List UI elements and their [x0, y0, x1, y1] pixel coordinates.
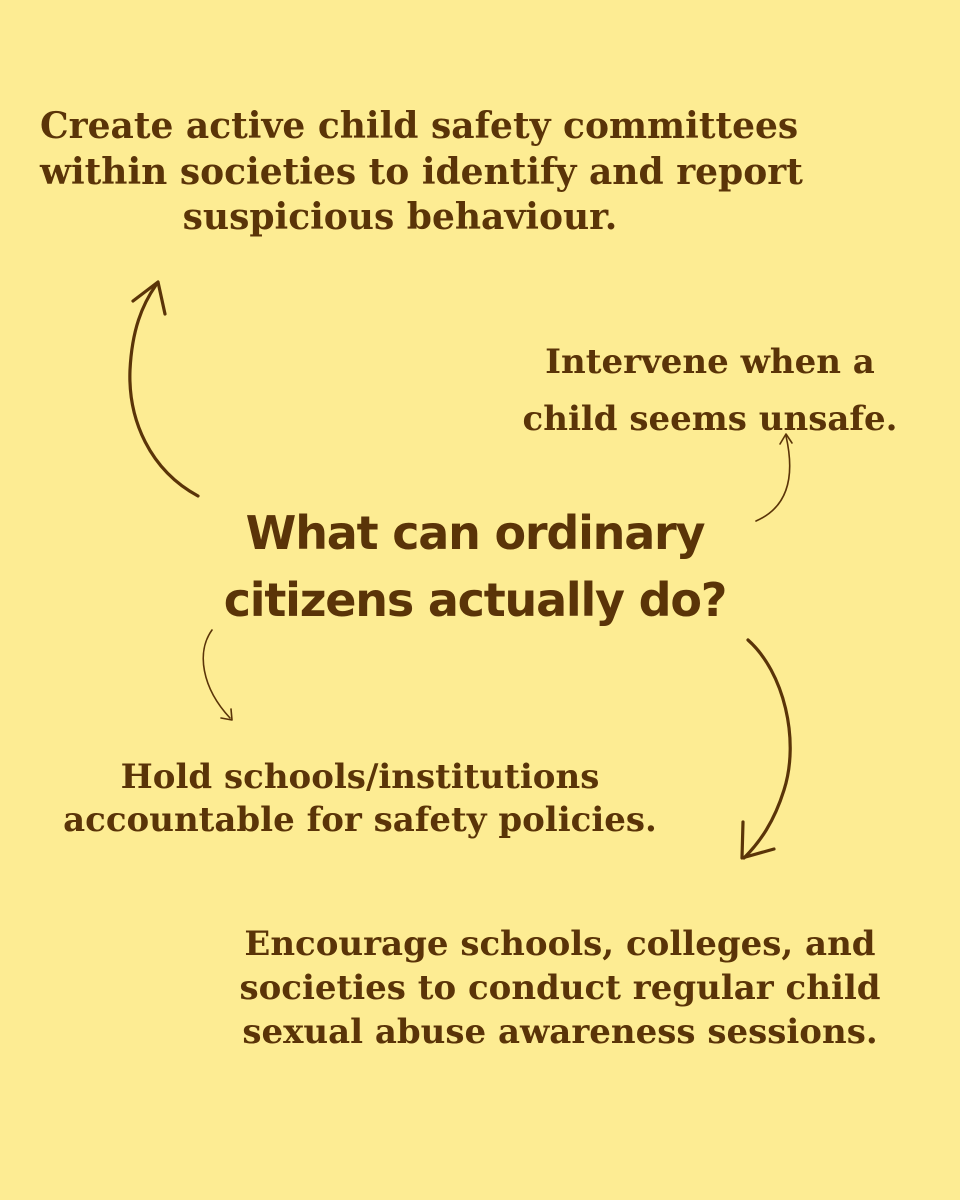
- tip-line: societies to conduct regular child: [239, 968, 881, 1009]
- tip-line: child seems unsafe.: [522, 399, 898, 440]
- tip-line: sexual abuse awareness sessions.: [242, 1012, 878, 1053]
- tip-line: suspicious behaviour.: [182, 196, 618, 239]
- tip-line: within societies to identify and report: [40, 150, 803, 193]
- tip-intervene: [500, 334, 920, 448]
- tip-awareness-sessions: [220, 922, 900, 1055]
- headline-line: What can ordinary: [245, 506, 705, 560]
- curved-arrow-down-right-icon: [742, 640, 790, 858]
- tip-line: Encourage schools, colleges, and: [244, 924, 876, 964]
- tip-safety-committees: [40, 104, 803, 241]
- curved-arrow-up-left-icon: [130, 282, 198, 496]
- tip-hold-accountable: [40, 756, 680, 842]
- headline: [200, 500, 750, 633]
- tip-line: Intervene when a: [545, 342, 875, 382]
- tip-line: accountable for safety policies.: [63, 800, 657, 841]
- headline-line: citizens actually do?: [223, 572, 727, 627]
- tip-line: Hold schools/institutions: [120, 757, 600, 797]
- tip-line: Create active child safety committees: [40, 105, 799, 147]
- curved-arrow-down-left-icon: [203, 630, 232, 720]
